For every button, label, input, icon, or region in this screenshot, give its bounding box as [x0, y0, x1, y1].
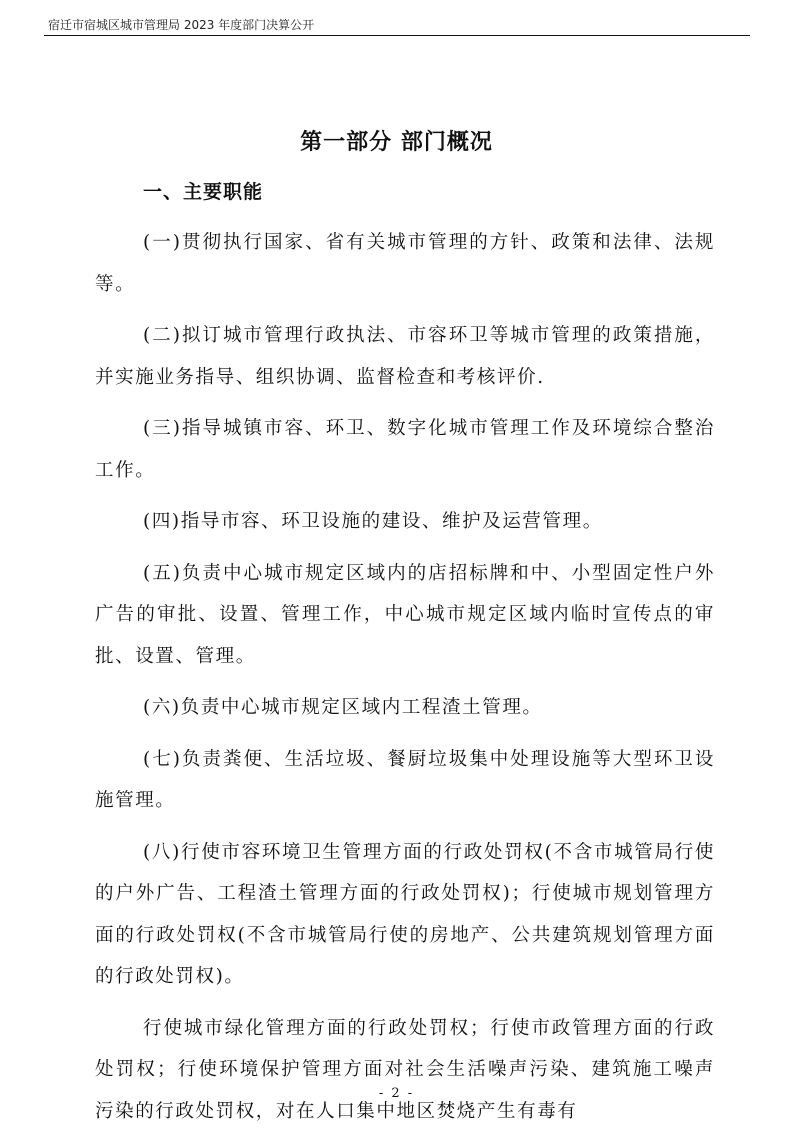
paragraph-4: (四)指导市容、环卫设施的建设、维护及运营管理。	[143, 511, 603, 532]
paragraph-1: (一)贯彻执行国家、省有关城市管理的方针、政策和法律、法规等。	[95, 232, 715, 295]
body-text	[95, 222, 715, 1142]
paragraph-6: (六)负责中心城市规定区域内工程渣土管理。	[143, 697, 543, 718]
section-heading: 一、主要职能	[143, 181, 264, 203]
paragraph-5: (五)负责中心城市规定区域内的店招标牌和中、小型固定性户外广告的审批、设置、管理工作，中心城市规定区域内临时宣传点的审批、设置、管理。	[95, 562, 715, 667]
header-divider	[44, 35, 750, 36]
paragraph-2: (二)拟订城市管理行政执法、市容环卫等城市管理的政策措施，并实施业务指导、组织协调、监督检查和考核评价.	[95, 325, 715, 388]
page-number: - 2 -	[378, 1086, 415, 1101]
running-header: 宿迁市宿城区城市管理局 2023 年度部门决算公开	[48, 18, 315, 32]
page-title: 第一部分 部门概况	[300, 130, 493, 155]
paragraph-7: (七)负责粪便、生活垃圾、餐厨垃圾集中处理设施等大型环卫设施管理。	[95, 748, 715, 811]
paragraph-8: (八)行使市容环境卫生管理方面的行政处罚权(不含市城管局行使的户外广告、工程渣土管理方面的行政处罚权)；行使城市规划管理方面的行政处罚权(不含市城管局行使的房地产、公共建筑规划管理方面的行政处罚权)。	[95, 841, 715, 987]
paragraph-9: 行使城市绿化管理方面的行政处罚权；行使市政管理方面的行政处罚权；行使环境保护管理方面对社会生活噪声污染、建筑施工噪声污染的行政处罚权，对在人口集中地区焚烧产生有毒有	[95, 1017, 715, 1122]
paragraph-3: (三)指导城镇市容、环卫、数字化城市管理工作及环境综合整治工作。	[95, 418, 715, 481]
